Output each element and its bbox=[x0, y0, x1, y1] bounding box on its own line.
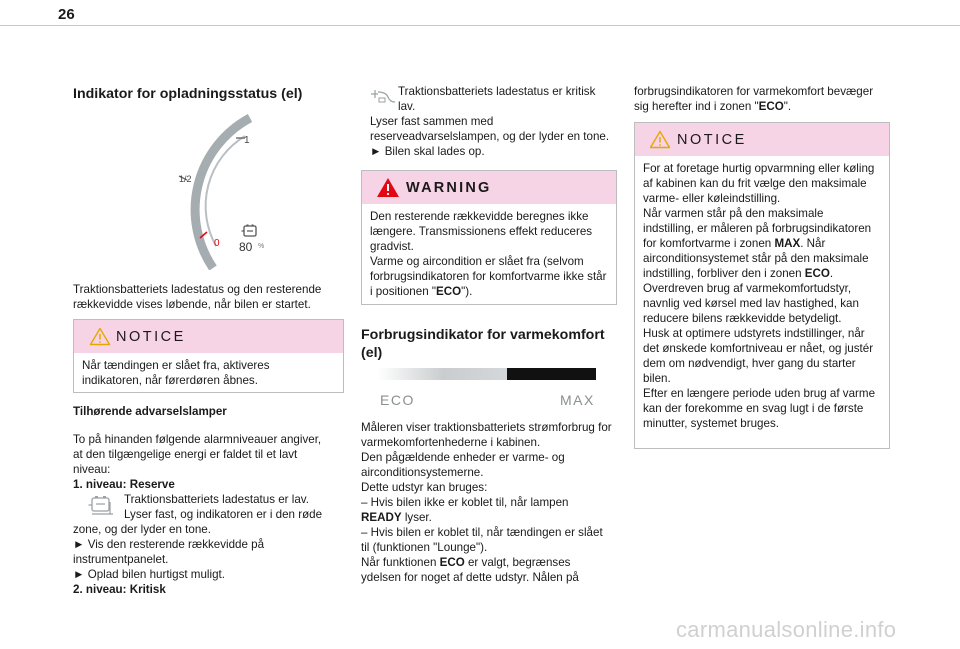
text-line: Traktionsbatteriets ladestatus er lav. bbox=[124, 493, 309, 506]
text-line: Varme og aircondition er slået fra (selvom bbox=[370, 255, 584, 268]
comfort-bar bbox=[378, 368, 596, 380]
text-line: reserveadvarselslampen, og der lyder en tone. bbox=[370, 130, 610, 143]
text-line: Traktionsbatteriets ladestatus og den resterende bbox=[73, 283, 322, 296]
text-line bbox=[634, 99, 873, 114]
ready-bold: READY bbox=[361, 511, 402, 524]
battery-reserve-icon bbox=[88, 494, 114, 518]
top-rule bbox=[0, 25, 960, 26]
text-span: er valgt, begrænses bbox=[464, 556, 571, 569]
text-line: Lyser fast sammen med bbox=[370, 115, 494, 128]
comfort-text bbox=[361, 420, 612, 585]
text-line: af kabinen kan du frit vælge den maksimale bbox=[643, 177, 867, 190]
notice-title: NOTICE bbox=[116, 329, 186, 345]
eco-bold: ECO bbox=[436, 285, 462, 298]
text-line: at den tilgængelige energi er faldet til et lavt bbox=[73, 448, 298, 461]
text-line: – Hvis bilen er koblet til, når tændingen er slået bbox=[361, 526, 603, 539]
scale-label-max: MAX bbox=[560, 392, 595, 408]
text-line: ydelsen for noget af dette udstyr. Nålen på bbox=[361, 571, 579, 584]
text-line: Efter en længere periode uden brug af varme bbox=[643, 387, 876, 400]
section-heading-charge-indicator: Indikator for opladningsstatus (el) bbox=[73, 86, 303, 102]
footer-watermark: carmanualsonline.info bbox=[676, 617, 897, 642]
text-line: zone, og der lyder en tone. bbox=[73, 523, 211, 536]
text-line: Den pågældende enheder er varme- og bbox=[361, 451, 565, 464]
text-line: Når tændingen er slået fra, aktiveres bbox=[82, 359, 270, 372]
notice-body bbox=[635, 156, 889, 437]
text-line bbox=[361, 555, 612, 570]
text-line: Husk at optimere udstyrets indstillinger, når bbox=[643, 327, 865, 340]
text-line: til (funktionen "Lounge"). bbox=[361, 541, 488, 554]
warning-body bbox=[362, 204, 616, 305]
text-line bbox=[643, 236, 881, 251]
intro-text bbox=[73, 282, 321, 312]
scale-label-eco: ECO bbox=[380, 392, 415, 408]
text-span: Når funktionen bbox=[361, 556, 440, 569]
gauge-value: 80 bbox=[239, 240, 253, 254]
comfort-bar-dark-zone bbox=[507, 368, 596, 380]
heading-line: Forbrugsindikator for varmekomfort bbox=[361, 327, 605, 343]
text-line bbox=[643, 266, 881, 281]
text-line: forbrugsindikatoren for varmekomfort bevæger bbox=[634, 85, 874, 98]
notice-header bbox=[635, 123, 889, 156]
warning-box bbox=[361, 170, 617, 305]
page-number: 26 bbox=[58, 6, 75, 23]
text-span: indstilling, forbliver den i zonen bbox=[643, 267, 805, 280]
text-line: indstilling, er måleren på forbrugsindikatoren bbox=[643, 222, 872, 235]
level1-heading: 1. niveau: Reserve bbox=[73, 478, 175, 491]
critical-text bbox=[370, 84, 609, 159]
text-line: For at foretage hurtig opvarmning eller køling bbox=[643, 162, 875, 175]
text-span: . Når bbox=[800, 237, 826, 250]
eco-bold: ECO bbox=[804, 267, 830, 280]
section-heading-comfort-indicator bbox=[361, 326, 605, 362]
text-span: . bbox=[829, 267, 834, 280]
warning-triangle-icon bbox=[376, 177, 400, 198]
gauge-unit: % bbox=[258, 243, 265, 250]
text-line: reducere bilens rækkevidde betydeligt. bbox=[643, 312, 842, 325]
text-span: ". bbox=[783, 100, 792, 113]
text-line: ► Vis den resterende rækkevidde på bbox=[73, 538, 265, 551]
text-line: To på hinanden følgende alarmniveauer angiver, bbox=[73, 433, 322, 446]
warning-header bbox=[362, 171, 616, 204]
text-line: varmekomfortenhederne i kabinen. bbox=[361, 436, 541, 449]
text-line: Den resterende rækkevidde beregnes ikke bbox=[370, 210, 589, 223]
text-line: indikatoren, når førerdøren åbnes. bbox=[82, 374, 258, 387]
level2-heading: 2. niveau: Kritisk bbox=[73, 583, 166, 596]
text-line bbox=[361, 510, 612, 525]
text-line: Måleren viser traktionsbatteriets strømforbrug for bbox=[361, 421, 612, 434]
text-line bbox=[370, 284, 608, 299]
text-span: for komfortvarme i zonen bbox=[643, 237, 775, 250]
text-line: dem om nødvendigt, hver gang du starter bbox=[643, 357, 856, 370]
text-line: minutter, systemet bruges. bbox=[643, 417, 779, 430]
text-line: ► Bilen skal lades op. bbox=[370, 145, 485, 158]
text-span: sig herefter ind i zonen " bbox=[634, 100, 759, 113]
text-line: gradvist. bbox=[370, 240, 414, 253]
eco-bold: ECO bbox=[758, 100, 784, 113]
text-span: lyser. bbox=[401, 511, 432, 524]
text-line: – Hvis bilen ikke er koblet til, når lampen bbox=[361, 496, 569, 509]
text-line: varme- eller køleindstilling. bbox=[643, 192, 781, 205]
text-line: forbrugsindikatoren for komfortvarme ikke står bbox=[370, 270, 607, 283]
notice-triangle-icon bbox=[649, 130, 671, 149]
comfort-text-continued bbox=[634, 84, 873, 114]
text-line: instrumentpanelet. bbox=[73, 553, 169, 566]
text-line: navnlig ved kørsel med lav hastighed, kan bbox=[643, 297, 859, 310]
text-line: Når varmen står på den maksimale bbox=[643, 207, 824, 220]
notice-title: NOTICE bbox=[677, 132, 747, 148]
notice-box-2 bbox=[634, 122, 890, 449]
text-line: kan der forekomme en svag lugt i de første bbox=[643, 402, 864, 415]
charge-gauge-graphic bbox=[150, 110, 290, 270]
text-line: Lyser fast, og indikatoren er i den røde bbox=[124, 508, 323, 521]
text-span: i positionen " bbox=[370, 285, 436, 298]
text-line: Overdreven brug af varmekomfortudstyr, bbox=[643, 282, 852, 295]
max-bold: MAX bbox=[774, 237, 801, 250]
warning-title: WARNING bbox=[406, 180, 492, 196]
text-line: længere. Transmissionens effekt reduceres bbox=[370, 225, 593, 238]
text-line: Traktionsbatteriets ladestatus er kritisk bbox=[398, 85, 596, 98]
text-span: "). bbox=[461, 285, 473, 298]
gauge-label-full: 1 bbox=[244, 135, 250, 146]
subheading-warning-lamps: Tilhørende advarselslamper bbox=[73, 405, 227, 418]
text-line: airconditionsystemerne. bbox=[361, 466, 484, 479]
text-line: Dette udstyr kan bruges: bbox=[361, 481, 488, 494]
charge-gauge bbox=[150, 110, 290, 270]
text-line: rækkevidde vises løbende, når bilen er startet. bbox=[73, 298, 311, 311]
text-line: ► Oplad bilen hurtigst muligt. bbox=[73, 568, 225, 581]
battery-icon bbox=[241, 224, 259, 238]
text-line: niveau: bbox=[73, 463, 111, 476]
text-line: bilen. bbox=[643, 372, 671, 385]
notice-header bbox=[74, 320, 343, 353]
notice-box-1 bbox=[73, 319, 344, 393]
text-line: airconditionsystemet står på den maksimale bbox=[643, 252, 869, 265]
text-line: lav. bbox=[398, 100, 416, 113]
notice-body bbox=[74, 353, 343, 394]
notice-triangle-icon bbox=[89, 327, 111, 346]
eco-bold: ECO bbox=[439, 556, 465, 569]
gauge-label-empty: 0 bbox=[214, 238, 220, 249]
heading-line: (el) bbox=[361, 345, 383, 361]
text-line: det ønskede komfortniveau er nået, og justér bbox=[643, 342, 874, 355]
gauge-label-half: 1/2 bbox=[179, 174, 192, 184]
